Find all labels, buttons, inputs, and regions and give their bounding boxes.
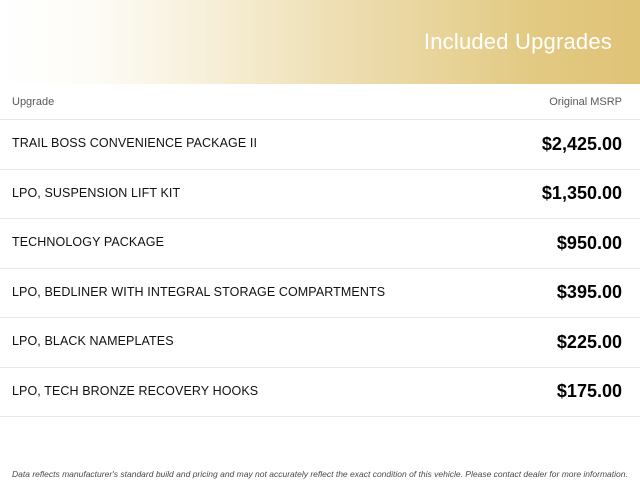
- column-header-upgrade: Upgrade: [12, 95, 55, 108]
- disclaimer-text: Data reflects manufacturer's standard build and pricing and may not accurately reflect the exact condition of this vehicle. Please contact dealer for more information.: [12, 468, 628, 479]
- table-row: [0, 120, 640, 170]
- upgrade-name: LPO, BLACK NAMEPLATES: [12, 334, 174, 349]
- table-row: [0, 368, 640, 418]
- upgrade-price: $2,425.00: [541, 133, 622, 154]
- upgrade-name: TRAIL BOSS CONVENIENCE PACKAGE II: [12, 136, 258, 151]
- table-row: [0, 170, 640, 220]
- upgrade-price: $175.00: [556, 381, 622, 402]
- column-header-msrp: Original MSRP: [549, 95, 622, 108]
- upgrades-list: [0, 120, 640, 459]
- table-row: [0, 219, 640, 269]
- header-banner: [0, 0, 640, 84]
- upgrade-price: $1,350.00: [541, 183, 622, 204]
- upgrade-name: LPO, SUSPENSION LIFT KIT: [12, 185, 181, 200]
- upgrade-price: $225.00: [556, 331, 622, 352]
- upgrade-price: $395.00: [556, 282, 622, 303]
- upgrade-name: LPO, BEDLINER WITH INTEGRAL STORAGE COMPARTMENTS: [12, 284, 386, 299]
- upgrade-price: $950.00: [556, 232, 622, 253]
- table-column-header: [0, 84, 640, 120]
- upgrade-name: LPO, TECH BRONZE RECOVERY HOOKS: [12, 383, 259, 398]
- page-title: Included Upgrades: [423, 28, 612, 54]
- table-row: [0, 269, 640, 319]
- upgrade-name: TECHNOLOGY PACKAGE: [12, 235, 165, 250]
- table-row: [0, 318, 640, 368]
